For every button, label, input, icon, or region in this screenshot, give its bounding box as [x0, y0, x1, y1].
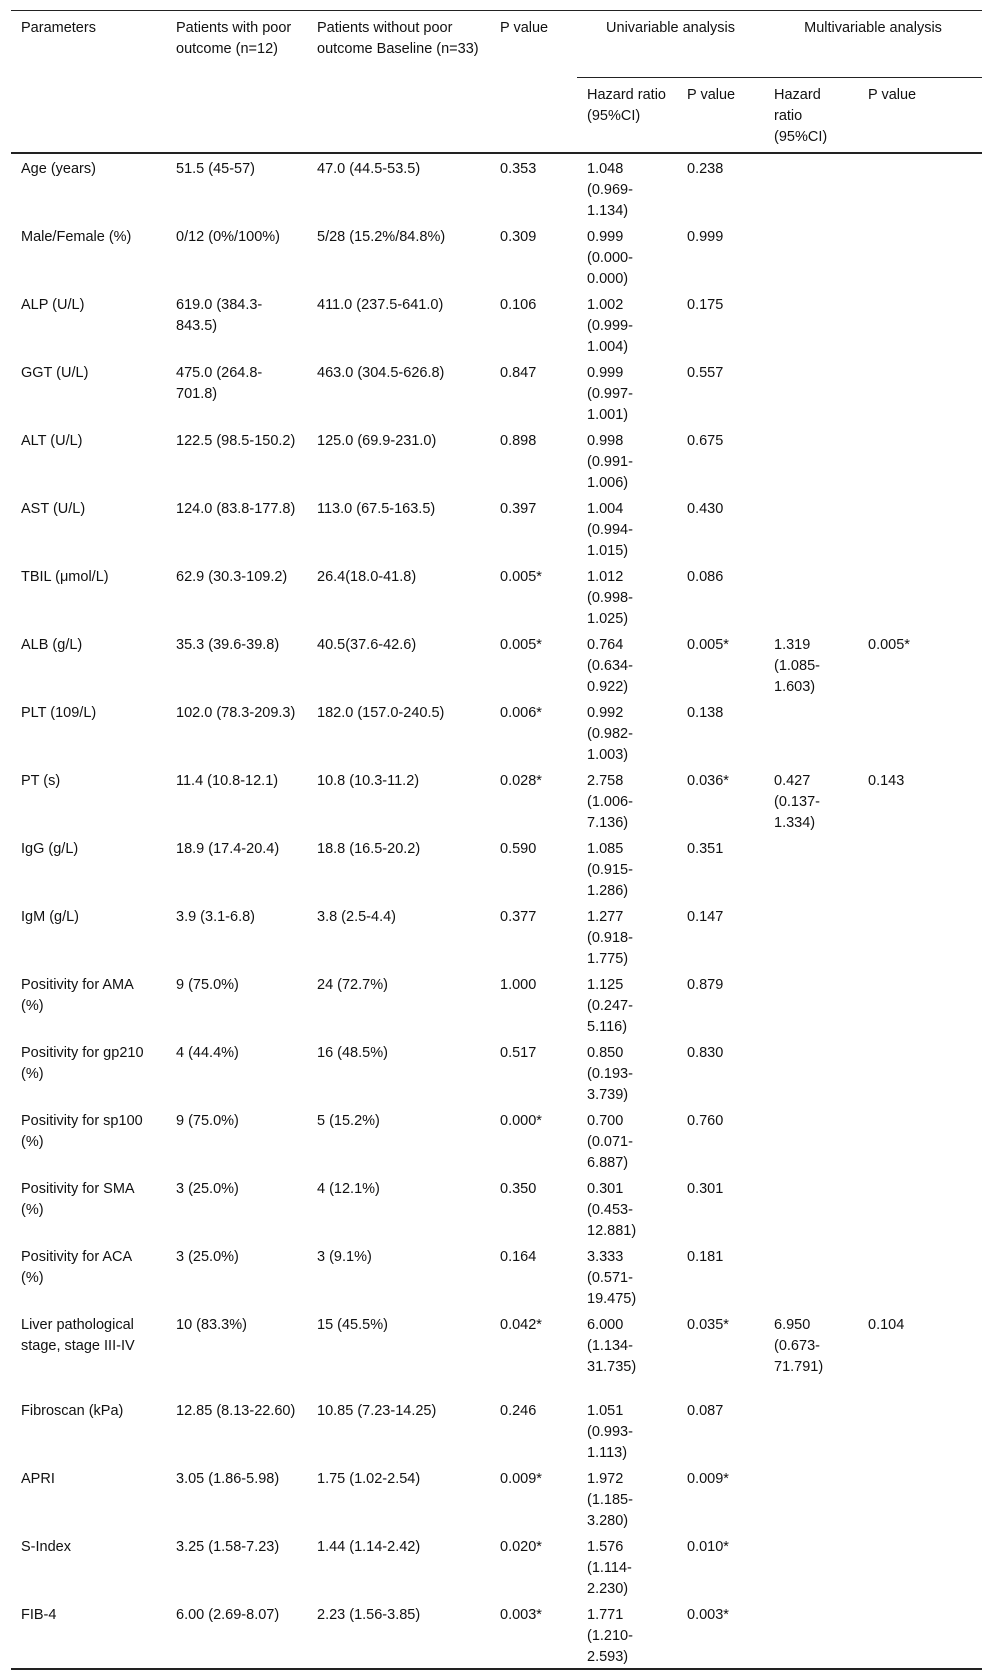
cell-uni-hazard-ratio: 1.051 (0.993-1.113) [587, 1403, 633, 1461]
cell-uni-p-value: 0.009* [687, 1471, 729, 1487]
cell-poor-outcome: 9 (75.0%) [176, 977, 239, 993]
table-row [11, 222, 982, 290]
cell-p-value: 0.003* [490, 1600, 577, 1669]
cell-parameter: GGT (U/L) [21, 365, 89, 381]
cell-parameter: Fibroscan (kPa) [21, 1403, 124, 1419]
cell-uni-p-value: 0.430 [687, 501, 724, 517]
cell-uni-p-value: 0.760 [687, 1113, 724, 1129]
header-row [11, 11, 982, 78]
table-row [11, 358, 982, 426]
cell-p-value: 0.377 [500, 909, 537, 925]
table-container [11, 10, 982, 1670]
cell-uni-hazard-ratio: 1.771 (1.210-2.593) [577, 1600, 677, 1669]
cell-uni-hazard-ratio: 1.972 (1.185-3.280) [587, 1471, 633, 1529]
cell-p-value: 1.000 [500, 977, 537, 993]
cell-multi-p-value [858, 970, 982, 1038]
cell-multi-hazard-ratio: 6.950 (0.673-71.791) [774, 1317, 824, 1375]
cell-uni-p-value: 0.351 [687, 841, 724, 857]
cell-without-poor-outcome: 1.75 (1.02-2.54) [317, 1471, 421, 1487]
cell-multi-hazard-ratio [764, 1464, 858, 1532]
cell-uni-hazard-ratio: 1.085 (0.915-1.286) [587, 841, 633, 899]
cell-uni-hazard-ratio: 2.758 (1.006-7.136) [587, 773, 633, 831]
cell-parameter: APRI [21, 1471, 55, 1487]
cell-multi-hazard-ratio [764, 426, 858, 494]
cell-without-poor-outcome: 10.8 (10.3-11.2) [317, 773, 420, 789]
cell-without-poor-outcome: 5/28 (15.2%/84.8%) [317, 229, 446, 245]
table-row [11, 1106, 982, 1174]
cell-p-value: 0.106 [500, 297, 537, 313]
cell-uni-hazard-ratio: 3.333 (0.571-19.475) [587, 1249, 637, 1307]
cell-multi-p-value [858, 153, 982, 222]
header-uni-hazard-ratio: Hazard ratio (95%CI) [587, 87, 666, 124]
cell-parameter: Male/Female (%) [21, 229, 132, 245]
cell-multi-hazard-ratio [764, 1396, 858, 1464]
cell-uni-p-value: 0.999 [687, 229, 724, 245]
table-row [11, 834, 982, 902]
cell-multi-hazard-ratio [764, 834, 858, 902]
cell-without-poor-outcome: 15 (45.5%) [317, 1317, 388, 1333]
table-row [11, 698, 982, 766]
cell-p-value: 0.517 [500, 1045, 537, 1061]
table-row [11, 426, 982, 494]
cell-uni-p-value: 0.879 [687, 977, 724, 993]
cell-multi-hazard-ratio [764, 153, 858, 222]
cell-uni-p-value: 0.035* [687, 1317, 729, 1333]
cell-uni-hazard-ratio: 1.277 (0.918-1.775) [587, 909, 633, 967]
cell-poor-outcome: 102.0 (78.3-209.3) [176, 705, 296, 721]
cell-multi-p-value [858, 1242, 982, 1310]
cell-poor-outcome: 3 (25.0%) [176, 1181, 239, 1197]
cell-uni-hazard-ratio: 1.125 (0.247-5.116) [587, 977, 633, 1035]
cell-poor-outcome: 3.9 (3.1-6.8) [176, 909, 255, 925]
cell-parameter: IgM (g/L) [21, 909, 80, 925]
cell-uni-p-value: 0.557 [687, 365, 724, 381]
cell-multi-hazard-ratio [764, 698, 858, 766]
cell-p-value: 0.006* [500, 705, 542, 721]
cell-multi-p-value [858, 1038, 982, 1106]
cell-multi-p-value: 0.143 [868, 773, 905, 789]
cell-without-poor-outcome: 4 (12.1%) [317, 1181, 380, 1197]
table-row [11, 970, 982, 1038]
cell-multi-hazard-ratio [764, 290, 858, 358]
header-uni-p-value: P value [687, 87, 736, 103]
cell-multi-p-value: 0.104 [868, 1317, 905, 1333]
cell-poor-outcome: 475.0 (264.8-701.8) [176, 365, 263, 402]
cell-poor-outcome: 122.5 (98.5-150.2) [176, 433, 296, 449]
cell-multi-hazard-ratio: 1.319 (1.085-1.603) [774, 637, 820, 695]
table-row [11, 494, 982, 562]
cell-p-value: 0.590 [500, 841, 537, 857]
cell-multi-hazard-ratio [764, 222, 858, 290]
cell-p-value: 0.028* [500, 773, 542, 789]
cell-uni-hazard-ratio: 1.012 (0.998-1.025) [587, 569, 633, 627]
cell-uni-p-value: 0.238 [687, 161, 724, 177]
cell-without-poor-outcome: 18.8 (16.5-20.2) [317, 841, 421, 857]
cell-poor-outcome: 3.25 (1.58-7.23) [176, 1539, 280, 1555]
table-row [11, 1532, 982, 1600]
cell-without-poor-outcome: 3 (9.1%) [317, 1249, 372, 1265]
cell-multi-p-value [858, 562, 982, 630]
table-body [11, 153, 982, 1669]
cell-uni-p-value: 0.087 [687, 1403, 724, 1419]
cell-without-poor-outcome: 1.44 (1.14-2.42) [317, 1539, 421, 1555]
cell-poor-outcome: 3 (25.0%) [176, 1249, 239, 1265]
cell-p-value: 0.246 [500, 1403, 537, 1419]
cell-uni-hazard-ratio: 1.004 (0.994-1.015) [587, 501, 633, 559]
cell-multi-p-value [858, 902, 982, 970]
cell-multi-hazard-ratio [764, 1600, 858, 1669]
table-row [11, 1310, 982, 1396]
cell-p-value: 0.309 [500, 229, 537, 245]
cell-poor-outcome: 619.0 (384.3-843.5) [176, 297, 263, 334]
cell-without-poor-outcome: 2.23 (1.56-3.85) [307, 1600, 490, 1669]
cell-parameter: AST (U/L) [21, 501, 86, 517]
cell-multi-p-value [858, 1464, 982, 1532]
cell-multi-hazard-ratio [764, 1532, 858, 1600]
cell-p-value: 0.005* [500, 637, 542, 653]
cell-multi-p-value [858, 426, 982, 494]
data-table [11, 10, 982, 1670]
cell-poor-outcome: 6.00 (2.69-8.07) [166, 1600, 307, 1669]
cell-parameter: S-Index [21, 1539, 71, 1555]
cell-without-poor-outcome: 16 (48.5%) [317, 1045, 388, 1061]
cell-parameter: Liver pathological stage, stage III-IV [21, 1317, 135, 1354]
cell-uni-p-value: 0.175 [687, 297, 724, 313]
cell-without-poor-outcome: 411.0 (237.5-641.0) [317, 297, 444, 313]
cell-multi-p-value [858, 358, 982, 426]
cell-p-value: 0.000* [500, 1113, 542, 1129]
cell-p-value: 0.005* [500, 569, 542, 585]
cell-poor-outcome: 4 (44.4%) [176, 1045, 239, 1061]
cell-multi-hazard-ratio [764, 1174, 858, 1242]
cell-uni-p-value: 0.005* [687, 637, 729, 653]
cell-uni-hazard-ratio: 0.850 (0.193-3.739) [587, 1045, 633, 1103]
cell-uni-hazard-ratio: 6.000 (1.134-31.735) [587, 1317, 637, 1375]
cell-parameter: Positivity for gp210 (%) [21, 1045, 144, 1082]
cell-multi-p-value [858, 290, 982, 358]
header-multi-p-value: P value [868, 87, 917, 103]
cell-uni-p-value: 0.301 [687, 1181, 724, 1197]
cell-p-value: 0.353 [500, 161, 537, 177]
table-row [11, 630, 982, 698]
table-header [11, 11, 982, 154]
cell-multi-hazard-ratio [764, 1038, 858, 1106]
cell-multi-p-value [858, 1174, 982, 1242]
header-without-poor-outcome: Patients without poor outcome Baseline (n=33) [317, 20, 479, 57]
cell-without-poor-outcome: 113.0 (67.5-163.5) [317, 501, 436, 517]
cell-p-value: 0.847 [500, 365, 537, 381]
cell-without-poor-outcome: 24 (72.7%) [317, 977, 388, 993]
cell-parameter: ALP (U/L) [21, 297, 85, 313]
cell-uni-hazard-ratio: 1.048 (0.969-1.134) [587, 161, 633, 219]
cell-parameter: FIB-4 [11, 1600, 166, 1669]
cell-multi-hazard-ratio: 0.427 (0.137-1.334) [774, 773, 820, 831]
cell-parameter: Positivity for ACA (%) [21, 1249, 132, 1286]
cell-uni-p-value: 0.003* [677, 1600, 764, 1669]
cell-multi-p-value: 0.005* [868, 637, 910, 653]
cell-uni-p-value: 0.010* [687, 1539, 729, 1555]
cell-uni-hazard-ratio: 0.992 (0.982-1.003) [587, 705, 633, 763]
cell-uni-hazard-ratio: 1.576 (1.114-2.230) [587, 1539, 632, 1597]
cell-poor-outcome: 0/12 (0%/100%) [176, 229, 280, 245]
table-row [11, 562, 982, 630]
cell-without-poor-outcome: 40.5(37.6-42.6) [317, 637, 417, 653]
header-univariable: Univariable analysis [577, 11, 764, 78]
cell-parameter: TBIL (μmol/L) [21, 569, 109, 585]
cell-uni-hazard-ratio: 0.998 (0.991-1.006) [587, 433, 633, 491]
cell-multi-p-value [858, 698, 982, 766]
cell-poor-outcome: 12.85 (8.13-22.60) [176, 1403, 296, 1419]
table-row [11, 1242, 982, 1310]
cell-p-value: 0.042* [500, 1317, 542, 1333]
cell-without-poor-outcome: 182.0 (157.0-240.5) [317, 705, 445, 721]
cell-without-poor-outcome: 26.4(18.0-41.8) [317, 569, 417, 585]
cell-uni-hazard-ratio: 0.999 (0.997-1.001) [587, 365, 633, 423]
table-row [11, 1174, 982, 1242]
cell-without-poor-outcome: 5 (15.2%) [317, 1113, 380, 1129]
cell-poor-outcome: 11.4 (10.8-12.1) [176, 773, 279, 789]
header-parameters: Parameters [21, 20, 96, 36]
cell-parameter: Age (years) [21, 161, 96, 177]
cell-without-poor-outcome: 10.85 (7.23-14.25) [317, 1403, 437, 1419]
cell-without-poor-outcome: 125.0 (69.9-231.0) [317, 433, 437, 449]
table-row [11, 1396, 982, 1464]
cell-without-poor-outcome: 3.8 (2.5-4.4) [317, 909, 396, 925]
header-multi-hazard-ratio: Hazard ratio (95%CI) [774, 87, 828, 145]
cell-parameter: IgG (g/L) [21, 841, 79, 857]
cell-parameter: PLT (109/L) [21, 705, 97, 721]
cell-poor-outcome: 9 (75.0%) [176, 1113, 239, 1129]
cell-p-value: 0.350 [500, 1181, 537, 1197]
cell-poor-outcome: 3.05 (1.86-5.98) [176, 1471, 280, 1487]
table-row [11, 1600, 982, 1669]
cell-multi-p-value [858, 222, 982, 290]
table-row [11, 766, 982, 834]
cell-without-poor-outcome: 47.0 (44.5-53.5) [317, 161, 421, 177]
cell-uni-hazard-ratio: 0.301 (0.453-12.881) [587, 1181, 637, 1239]
cell-multi-p-value [858, 1532, 982, 1600]
cell-multi-hazard-ratio [764, 1242, 858, 1310]
cell-poor-outcome: 18.9 (17.4-20.4) [176, 841, 280, 857]
cell-parameter: Positivity for AMA (%) [21, 977, 134, 1014]
cell-parameter: Positivity for sp100 (%) [21, 1113, 143, 1150]
cell-uni-p-value: 0.138 [687, 705, 724, 721]
cell-multi-p-value [858, 1396, 982, 1464]
cell-p-value: 0.164 [500, 1249, 537, 1265]
cell-poor-outcome: 10 (83.3%) [176, 1317, 247, 1333]
table-row [11, 902, 982, 970]
cell-poor-outcome: 35.3 (39.6-39.8) [176, 637, 280, 653]
cell-p-value: 0.397 [500, 501, 537, 517]
cell-multi-p-value [858, 494, 982, 562]
cell-p-value: 0.020* [500, 1539, 542, 1555]
cell-uni-hazard-ratio: 1.002 (0.999-1.004) [587, 297, 633, 355]
cell-uni-hazard-ratio: 0.764 (0.634-0.922) [587, 637, 633, 695]
cell-multi-p-value [858, 1600, 982, 1669]
cell-parameter: PT (s) [21, 773, 61, 789]
cell-multi-hazard-ratio [764, 1106, 858, 1174]
cell-uni-p-value: 0.675 [687, 433, 724, 449]
header-p-value: P value [500, 20, 549, 36]
cell-uni-p-value: 0.036* [687, 773, 729, 789]
cell-p-value: 0.009* [500, 1471, 542, 1487]
cell-parameter: ALB (g/L) [21, 637, 83, 653]
cell-multi-p-value [858, 1106, 982, 1174]
header-multivariable: Multivariable analysis [764, 11, 982, 78]
table-row [11, 290, 982, 358]
cell-parameter: Positivity for SMA (%) [21, 1181, 134, 1218]
table-row [11, 1038, 982, 1106]
header-poor-outcome: Patients with poor outcome (n=12) [176, 20, 292, 57]
cell-without-poor-outcome: 463.0 (304.5-626.8) [317, 365, 445, 381]
cell-uni-p-value: 0.147 [687, 909, 724, 925]
cell-parameter: ALT (U/L) [21, 433, 83, 449]
table-row [11, 153, 982, 222]
cell-poor-outcome: 51.5 (45-57) [176, 161, 255, 177]
cell-multi-hazard-ratio [764, 358, 858, 426]
cell-multi-hazard-ratio [764, 494, 858, 562]
cell-poor-outcome: 62.9 (30.3-109.2) [176, 569, 288, 585]
table-row [11, 1464, 982, 1532]
cell-poor-outcome: 124.0 (83.8-177.8) [176, 501, 296, 517]
cell-uni-p-value: 0.830 [687, 1045, 724, 1061]
cell-multi-hazard-ratio [764, 970, 858, 1038]
cell-uni-p-value: 0.181 [687, 1249, 724, 1265]
cell-multi-p-value [858, 834, 982, 902]
cell-uni-hazard-ratio: 0.700 (0.071-6.887) [587, 1113, 633, 1171]
cell-uni-p-value: 0.086 [687, 569, 724, 585]
cell-multi-hazard-ratio [764, 902, 858, 970]
cell-uni-hazard-ratio: 0.999 (0.000-0.000) [587, 229, 633, 287]
cell-multi-hazard-ratio [764, 562, 858, 630]
cell-p-value: 0.898 [500, 433, 537, 449]
